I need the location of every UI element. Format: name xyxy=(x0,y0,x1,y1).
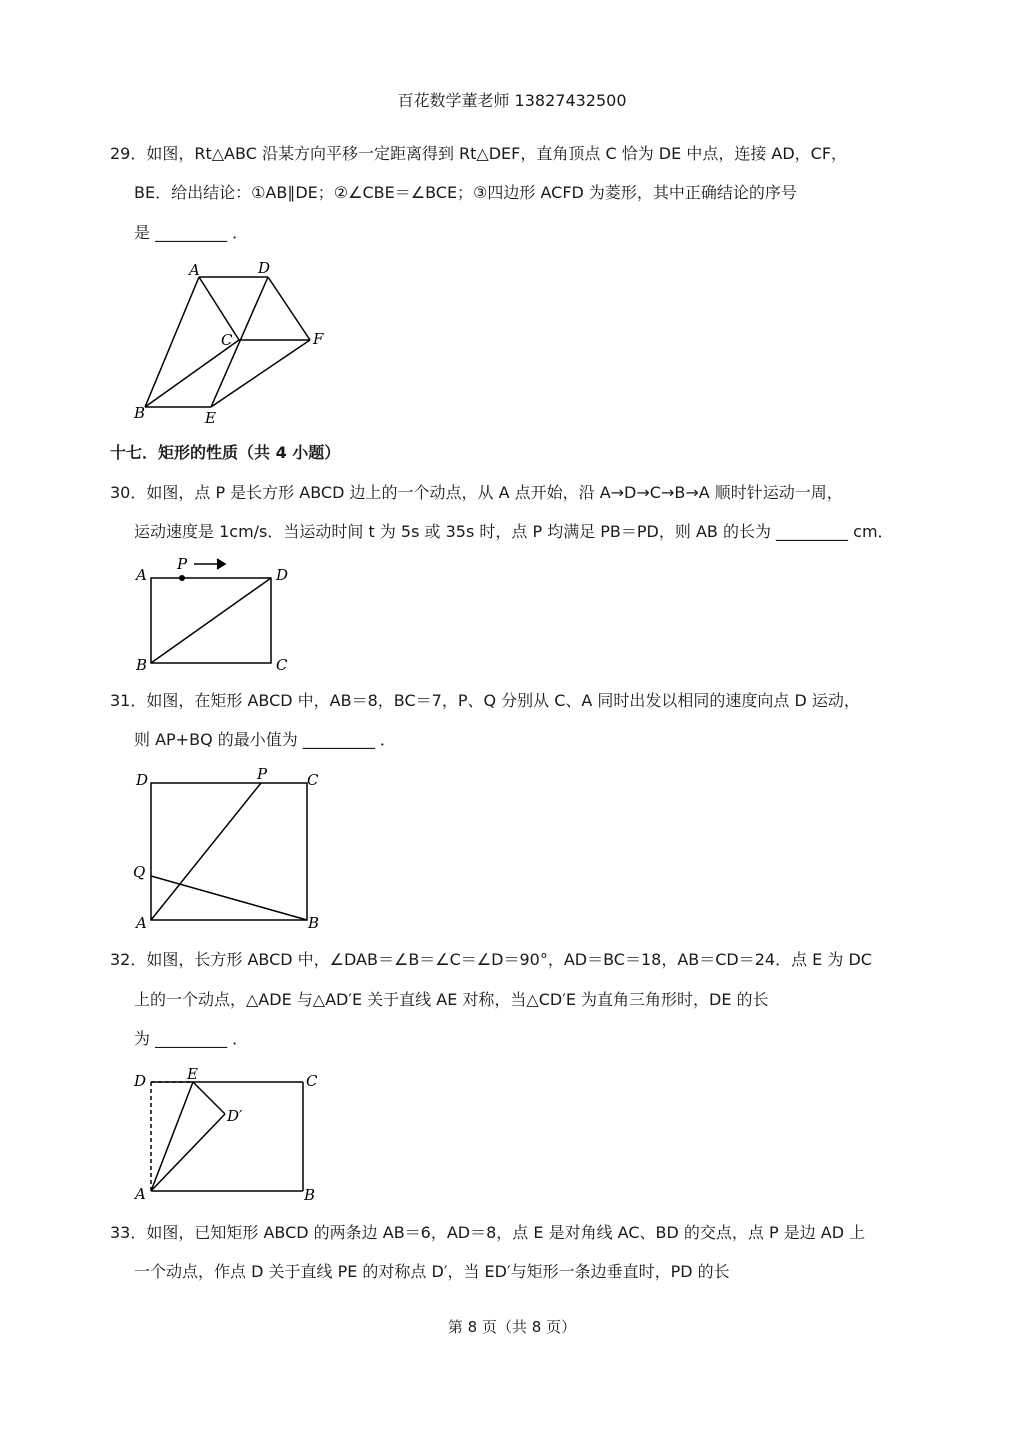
q32-label-b: B xyxy=(304,1186,316,1204)
q30-figure xyxy=(130,552,300,677)
q30-label-p: P xyxy=(177,555,188,573)
q31-line2: 则 AP+BQ 的最小值为 _________ ． xyxy=(134,730,396,749)
q29-line3: 是 _________ ． xyxy=(134,223,249,242)
q29-label-f: F xyxy=(313,330,324,348)
q32-label-c: C xyxy=(306,1072,318,1090)
q32-label-dprime: D′ xyxy=(227,1107,243,1125)
q29-label-b: B xyxy=(134,404,146,422)
q32-line3: 为 _________ ． xyxy=(134,1029,249,1048)
q32-label-d: D xyxy=(134,1072,147,1090)
q30-arrow-head xyxy=(217,559,225,569)
q29-label-e: E xyxy=(205,409,216,427)
q29-edge-df xyxy=(268,277,310,340)
q31-label-b: B xyxy=(308,914,320,932)
q31-label-p: P xyxy=(257,765,268,783)
q30-label-a: A xyxy=(136,566,147,584)
q31-label-a: A xyxy=(136,914,147,932)
q32-edge-ae xyxy=(151,1082,193,1191)
q32-label-e: E xyxy=(187,1065,198,1083)
section-title: 十七．矩形的性质（共 4 小题） xyxy=(110,443,341,462)
q30-line1: 30．如图，点 P 是长方形 ABCD 边上的一个动点，从 A 点开始，沿 A→D→C→B→A 顺时针运动一周， xyxy=(110,483,843,502)
q29-figure xyxy=(125,255,345,430)
q31-segment-bq xyxy=(151,876,307,920)
q30-label-c: C xyxy=(276,656,288,674)
q32-figure xyxy=(130,1065,330,1205)
q31-label-c: C xyxy=(307,771,319,789)
q30-diagonal-bd xyxy=(151,578,271,663)
q29-edge-ac xyxy=(199,277,239,340)
q29-label-d: D xyxy=(258,259,271,277)
q30-label-b: B xyxy=(136,656,148,674)
q31-label-q: Q xyxy=(133,863,146,881)
q33-line1: 33．如图，已知矩形 ABCD 的两条边 AB＝6，AD＝8，点 E 是对角线 AC、BD 的交点，点 P 是边 AD 上 xyxy=(110,1223,866,1242)
q31-figure xyxy=(130,762,330,934)
q29-label-c: C xyxy=(221,331,233,349)
q33-line2: 一个动点，作点 D 关于直线 PE 的对称点 D′，当 ED′与矩形一条边垂直时，PD 的长 xyxy=(134,1262,730,1281)
q29-line1: 29．如图，Rt△ABC 沿某方向平移一定距离得到 Rt△DEF，直角顶点 C 恰为 DE 中点，连接 AD，CF， xyxy=(110,144,848,163)
q31-line1: 31．如图，在矩形 ABCD 中，AB＝8，BC＝7，P、Q 分别从 C、A 同时出发以相同的速度向点 D 运动， xyxy=(110,691,860,710)
q32-edge-ed xyxy=(193,1082,225,1114)
q32-line2: 上的一个动点，△ADE 与△AD′E 关于直线 AE 对称，当△CD′E 为直角三角形时，DE 的长 xyxy=(134,990,769,1009)
q29-line2: BE．给出结论：①AB∥DE；②∠CBE＝∠BCE；③四边形 ACFD 为菱形，其中正确结论的序号 xyxy=(134,183,797,202)
page-header: 百花数学董老师 13827432500 xyxy=(397,91,627,110)
q32-line1: 32．如图，长方形 ABCD 中，∠DAB＝∠B＝∠C＝∠D＝90°，AD＝BC＝18，AB＝CD＝24．点 E 为 DC xyxy=(110,950,872,969)
q30-label-d: D xyxy=(276,566,289,584)
q31-rectangle xyxy=(151,783,307,920)
q32-edge-ad xyxy=(151,1114,225,1191)
q31-label-d: D xyxy=(136,771,149,789)
q32-label-a: A xyxy=(135,1185,146,1203)
page-footer: 第 8 页（共 8 页） xyxy=(447,1318,577,1336)
q29-label-a: A xyxy=(189,261,200,279)
q31-segment-ap xyxy=(151,783,261,920)
q30-line2: 运动速度是 1cm/s．当运动时间 t 为 5s 或 35s 时，点 P 均满足 PB＝PD，则 AB 的长为 _________ cm． xyxy=(134,522,894,541)
q30-point-p xyxy=(179,575,185,581)
